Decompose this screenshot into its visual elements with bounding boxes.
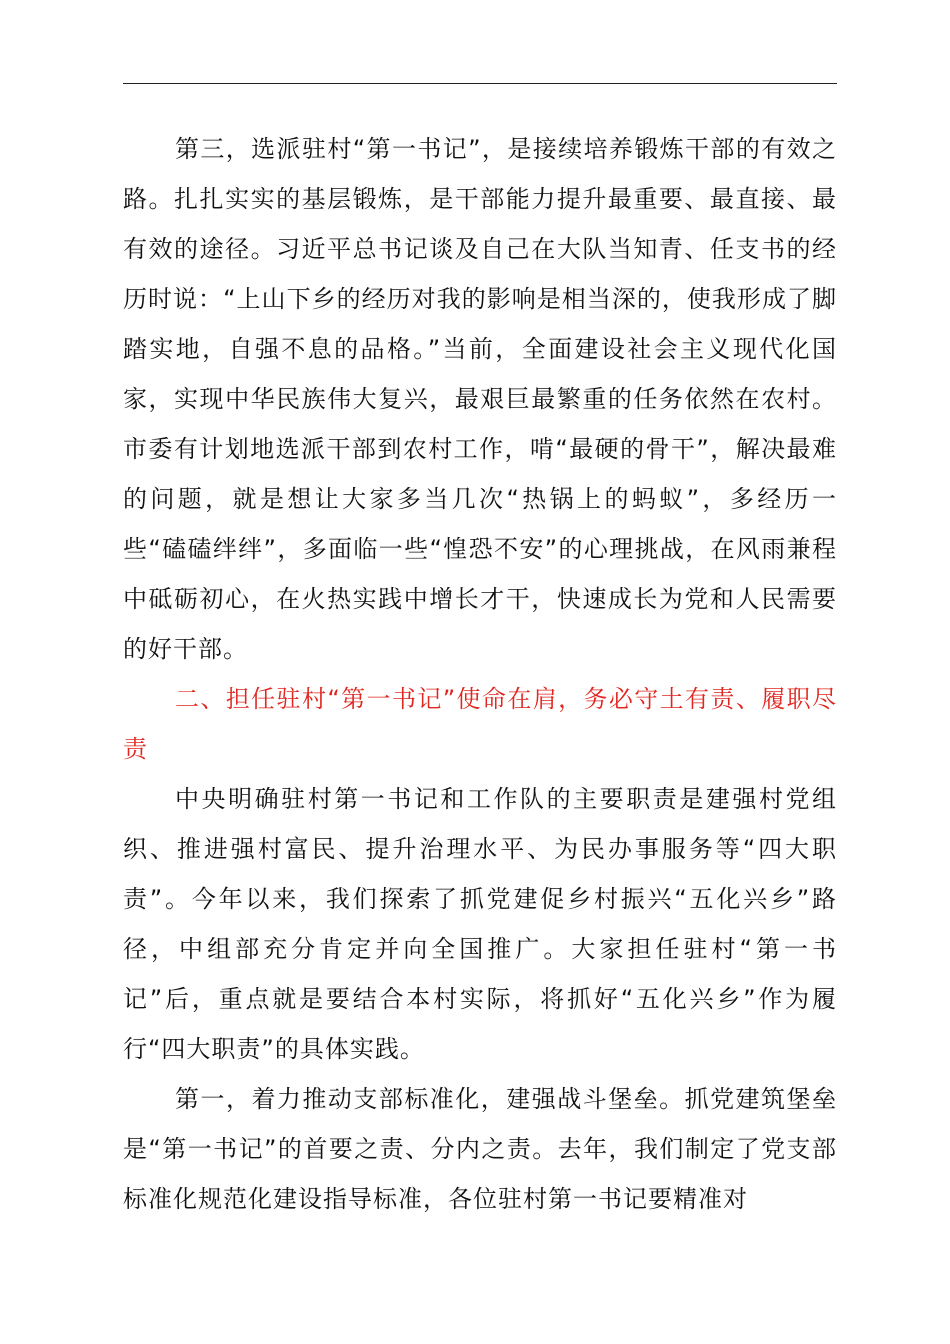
document-body	[123, 124, 837, 1224]
paragraph-first-point: 第一，着力推动支部标准化，建强战斗堡垒。抓党建筑堡垒是“第一书记”的首要之责、分内之责。去年，我们制定了党支部标准化规范化建设指导标准，各位驻村第一书记要精准对	[123, 1085, 837, 1213]
paragraph-four-duties: 中央明确驻村第一书记和工作队的主要职责是建强村党组织、推进强村富民、提升治理水平、为民办事服务等“四大职责”。今年以来，我们探索了抓党建促乡村振兴“五化兴乡”路径，中组部充分肯定并向全国推广。大家担任驻村“第一书记”后，重点就是要结合本村实际，将抓好“五化兴乡”作为履行“四大职责”的具体实践。	[123, 785, 837, 1063]
paragraph-third-point: 第三，选派驻村“第一书记”，是接续培养锻炼干部的有效之路。扎扎实实的基层锻炼，是干部能力提升最重要、最直接、最有效的途径。习近平总书记谈及自己在大队当知青、任支书的经历时说：“上山下乡的经历对我的影响是相当深的，使我形成了脚踏实地，自强不息的品格。”当前，全面建设社会主义现代化国家，实现中华民族伟大复兴，最艰巨最繁重的任务依然在农村。市委有计划地选派干部到农村工作，啃“最硬的骨干”，解决最难的问题，就是想让大家多当几次“热锅上的蚂蚁”，多经历一些“磕磕绊绊”，多面临一些“惶恐不安”的心理挑战，在风雨兼程中砥砺初心，在火热实践中增长才干，快速成长为党和人民需要的好干部。	[123, 135, 837, 663]
header-rule	[123, 83, 837, 84]
section-heading-two: 二、担任驻村“第一书记”使命在肩，务必守土有责、履职尽责	[123, 685, 837, 763]
